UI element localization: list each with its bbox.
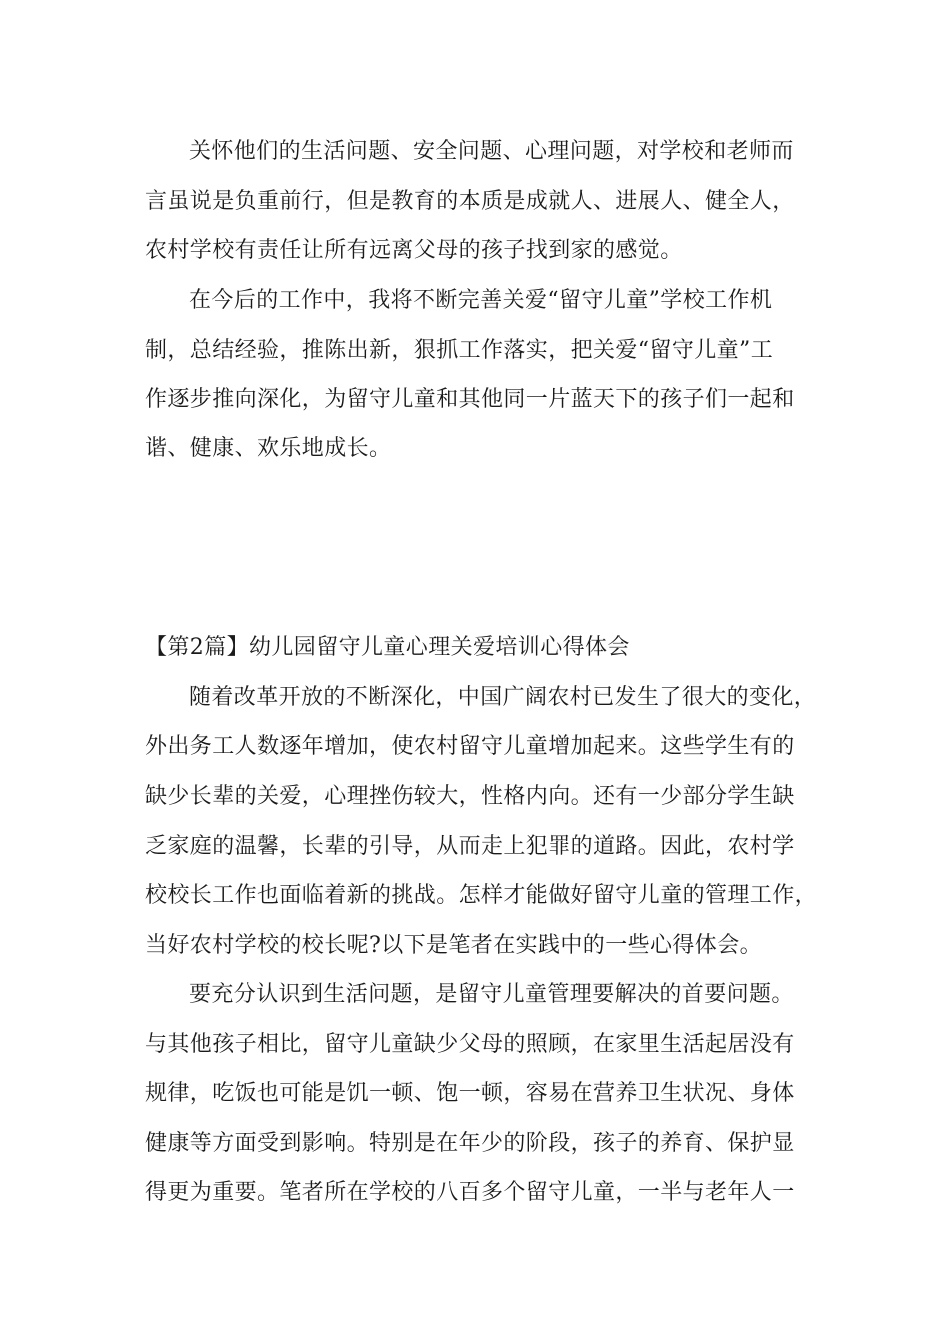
text-line: 健康等方面受到影响。特别是在年少的阶段，孩子的养育、保护显 <box>145 1131 795 1156</box>
text-line: 缺少长辈的关爱，心理挫伤较大，性格内向。还有一少部分学生缺 <box>145 784 795 809</box>
text-line: 作逐步推向深化，为留守儿童和其他同一片蓝天下的孩子们一起和 <box>145 387 795 412</box>
text-line: 当好农村学校的校长呢?以下是笔者在实践中的一些心得体会。 <box>145 933 762 958</box>
text-line: 乏家庭的温馨，长辈的引导，从而走上犯罪的道路。因此，农村学 <box>145 834 795 859</box>
text-line: 与其他孩子相比，留守儿童缺少父母的照顾，在家里生活起居没有 <box>145 1032 795 1057</box>
text-line: 关怀他们的生活问题、安全问题、心理问题，对学校和老师而 <box>189 139 794 164</box>
text-line: 农村学校有责任让所有远离父母的孩子找到家的感觉。 <box>145 238 683 263</box>
text-line: 在今后的工作中，我将不断完善关爱“留守儿童”学校工作机 <box>189 288 773 313</box>
text-line: 谐、健康、欢乐地成长。 <box>145 436 392 461</box>
text-line: 制，总结经验，推陈出新，狠抓工作落实，把关爱“留守儿童”工 <box>145 338 774 363</box>
text-line: 随着改革开放的不断深化，中国广阔农村已发生了很大的变化， <box>189 685 817 710</box>
text-line: 要充分认识到生活问题，是留守儿童管理要解决的首要问题。 <box>189 982 794 1007</box>
text-line: 言虽说是负重前行，但是教育的本质是成就人、进展人、健全人， <box>145 189 795 214</box>
text-line: 校校长工作也面临着新的挑战。怎样才能做好留守儿童的管理工作， <box>145 883 818 908</box>
text-line: 得更为重要。笔者所在学校的八百多个留守儿童，一半与老年人一 <box>145 1180 795 1205</box>
text-line: 规律，吃饭也可能是饥一顿、饱一顿，容易在营养卫生状况、身体 <box>145 1081 795 1106</box>
text-line: 外出务工人数逐年增加，使农村留守儿童增加起来。这些学生有的 <box>145 734 795 759</box>
section-heading: 【第2篇】幼儿园留守儿童心理关爱培训心得体会 <box>145 635 630 660</box>
